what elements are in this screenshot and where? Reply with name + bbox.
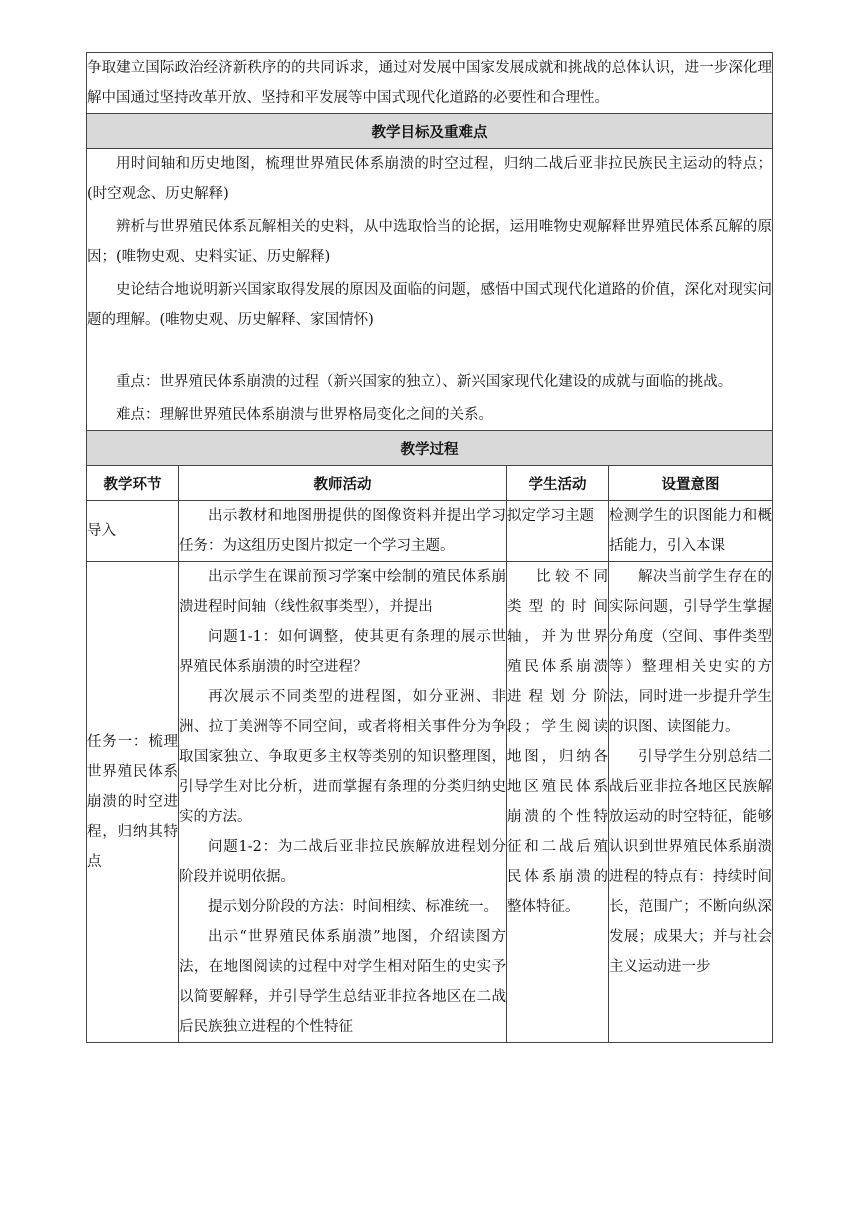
student-cell: 拟定学习主题 bbox=[507, 501, 609, 562]
table-row bbox=[87, 562, 773, 1043]
goals-header-row bbox=[87, 114, 773, 149]
stage-cell: 导入 bbox=[87, 501, 179, 562]
lesson-plan-table bbox=[86, 52, 773, 1043]
column-header-teacher: 教师活动 bbox=[179, 466, 507, 501]
key-point: 重点：世界殖民体系崩溃的过程（新兴国家的独立）、新兴国家现代化建设的成就与面临的挑战。 bbox=[116, 374, 733, 390]
goal-item: 用时间轴和历史地图，梳理世界殖民体系崩溃的时空过程，归纳二战后亚非拉民族民主运动的特点；(时空观念、历史解释) bbox=[87, 156, 772, 202]
teacher-paragraph: 出示“世界殖民体系崩溃”地图，介绍读图方法，在地图阅读的过程中对学生相对陌生的史实予以简要解释，并引导学生总结亚非拉各地区在二战后民族独立进程的个性特征 bbox=[179, 929, 506, 1035]
teacher-paragraph: 出示学生在课前预习学案中绘制的殖民体系崩溃进程时间轴（线性叙事类型），并提出 bbox=[179, 569, 506, 615]
teacher-cell bbox=[179, 501, 507, 562]
student-cell bbox=[507, 562, 609, 1043]
goals-body-row bbox=[87, 149, 773, 431]
table-row bbox=[87, 501, 773, 562]
teacher-cell bbox=[179, 562, 507, 1043]
intent-paragraph: 检测学生的识图能力和概括能力，引入本课 bbox=[609, 508, 772, 554]
intent-cell bbox=[609, 562, 773, 1043]
stage-cell: 任务一：梳理世界殖民体系崩溃的时空进程，归纳其特点 bbox=[87, 562, 179, 1043]
teacher-paragraph: 再次展示不同类型的进程图，如分亚洲、非洲、拉丁美洲等不同空间，或者将相关事件分为争取国家独立、争取更多主权等类别的知识整理图，引导学生对比分析，进而掌握有条理的分类归纳史实的方法。 bbox=[179, 689, 506, 825]
intent-paragraph: 引导学生分别总结二战后亚非拉各地区民族解放运动的时空特征，能够认识到世界殖民体系崩溃进程的特点有：持续时间长，范围广；不断向纵深发展；成果大；并与社会主义运动进一步 bbox=[609, 749, 772, 975]
intro-row bbox=[87, 53, 773, 114]
goal-item: 史论结合地说明新兴国家取得发展的原因及面临的问题，感悟中国式现代化道路的价值，深化对现实问题的理解。(唯物史观、历史解释、家国情怀) bbox=[87, 282, 772, 328]
column-header-intent: 设置意图 bbox=[609, 466, 773, 501]
teacher-paragraph: 问题1-1：如何调整，使其更有条理的展示世界殖民体系崩溃的时空进程？ bbox=[179, 629, 506, 675]
blank-gap bbox=[87, 335, 772, 363]
column-header-stage: 教学环节 bbox=[87, 466, 179, 501]
intro-paragraph: 争取建立国际政治经济新秩序的的共同诉求，通过对发展中国家发展成就和挑战的总体认识，进一步深化理解中国通过坚持改革开放、坚持和平发展等中国式现代化道路的必要性和合理性。 bbox=[87, 53, 773, 114]
teacher-paragraph: 提示划分阶段的方法：时间相续、标准统一。 bbox=[208, 899, 498, 915]
goals-body bbox=[87, 149, 773, 431]
column-header-row bbox=[87, 466, 773, 501]
intent-paragraph: 解决当前学生存在的实际问题，引导学生掌握分角度（空间、事件类型等）整理相关史实的方法，同时进一步提升学生的识图、读图能力。 bbox=[609, 569, 772, 735]
process-header: 教学过程 bbox=[87, 431, 773, 466]
student-paragraph: 比较不同类型的时间轴，并为世界殖民体系崩溃进程划分阶段；学生阅读地图，归纳各地区殖民体系崩溃的个性特征和二战后殖民体系崩溃的整体特征。 bbox=[507, 569, 608, 915]
intent-cell bbox=[609, 501, 773, 562]
goals-header: 教学目标及重难点 bbox=[87, 114, 773, 149]
difficult-point: 难点：理解世界殖民体系崩溃与世界格局变化之间的关系。 bbox=[116, 407, 493, 423]
goal-item: 辨析与世界殖民体系瓦解相关的史料，从中选取恰当的论据，运用唯物史观解释世界殖民体系瓦解的原因；(唯物史观、史料实证、历史解释) bbox=[87, 219, 772, 265]
process-header-row bbox=[87, 431, 773, 466]
teacher-paragraph: 出示教材和地图册提供的图像资料并提出学习任务：为这组历史图片拟定一个学习主题。 bbox=[179, 508, 506, 554]
teacher-paragraph: 问题1-2：为二战后亚非拉民族解放进程划分阶段并说明依据。 bbox=[179, 839, 506, 885]
column-header-student: 学生活动 bbox=[507, 466, 609, 501]
